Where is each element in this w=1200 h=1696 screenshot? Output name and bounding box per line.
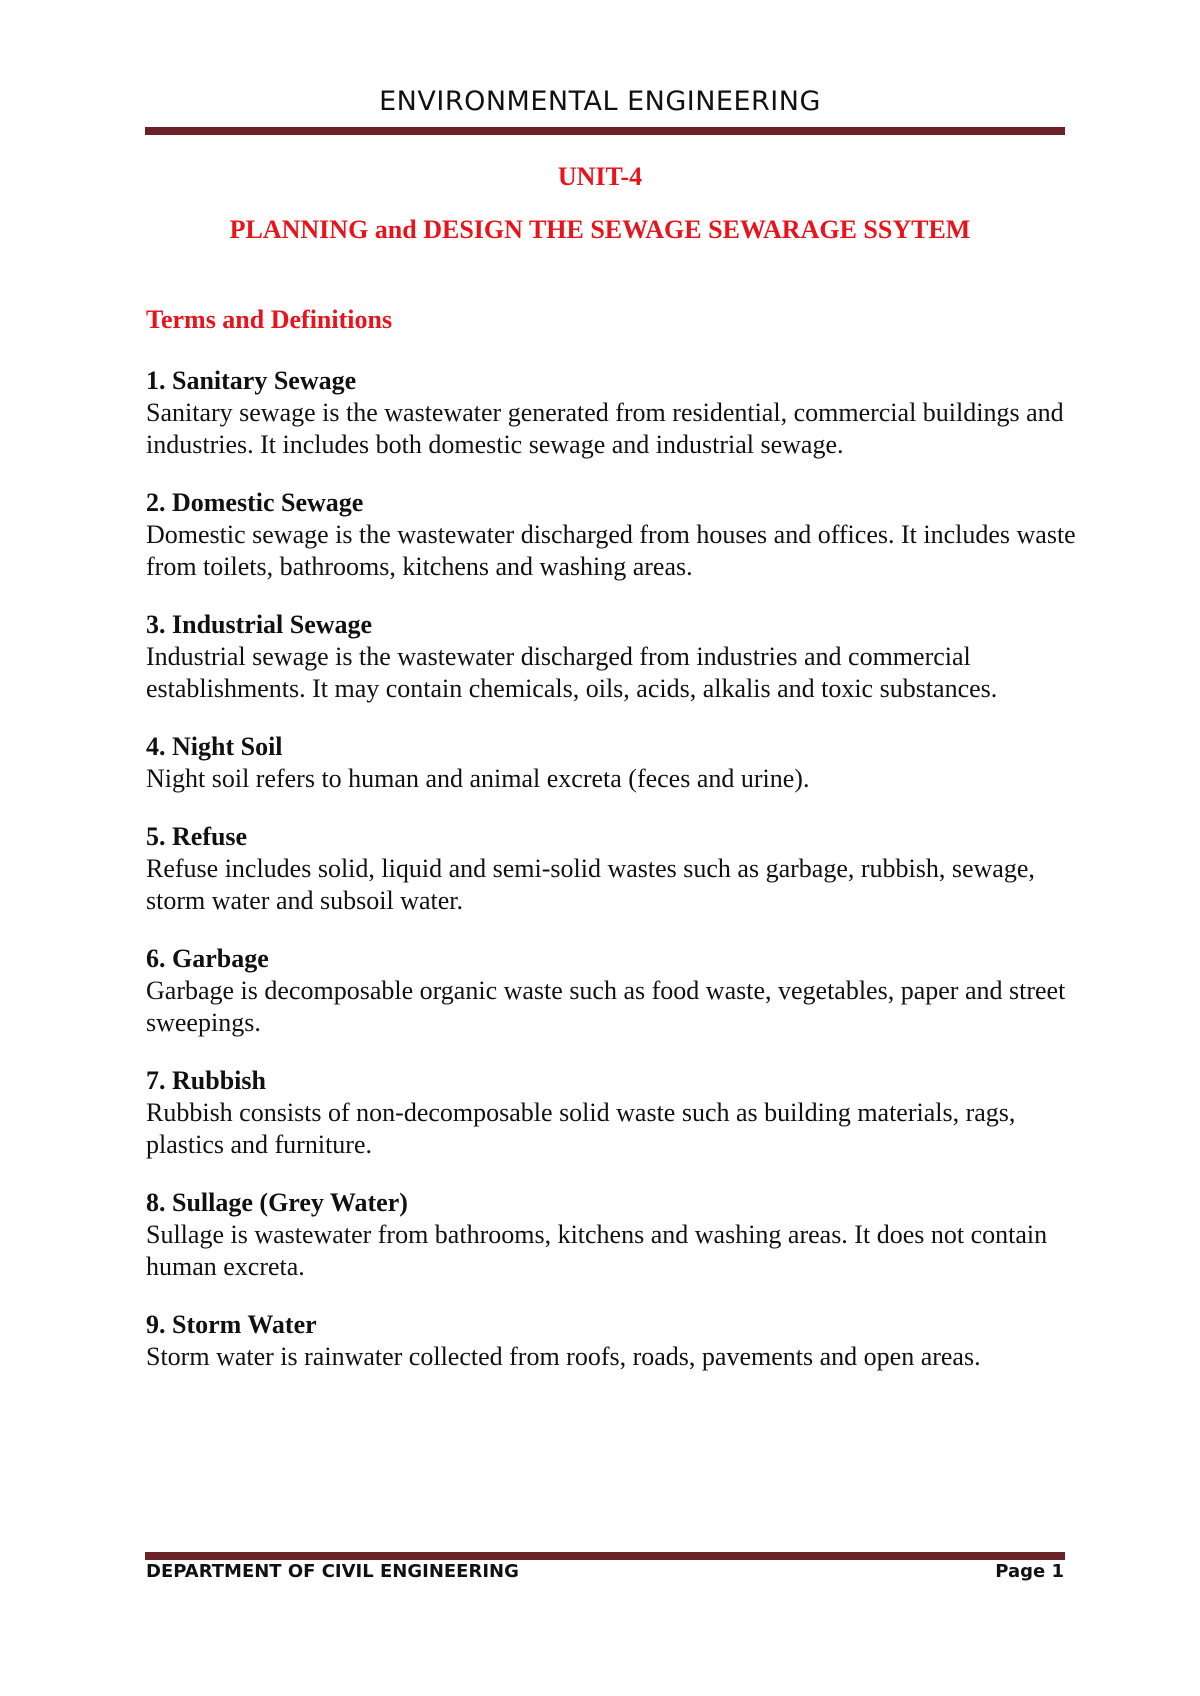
term-item (146, 943, 1076, 1039)
term-item (146, 1065, 1076, 1161)
term-title: 9. Storm Water (146, 1310, 317, 1339)
term-definition: Night soil refers to human and animal excreta (feces and urine). (146, 764, 810, 793)
running-header-title: ENVIRONMENTAL ENGINEERING (379, 86, 821, 117)
term-item (146, 609, 1076, 705)
terms-list (146, 365, 1076, 1399)
unit-label: UNIT-4 (557, 162, 643, 191)
term-definition: Refuse includes solid, liquid and semi-solid wastes such as garbage, rubbish, sewage, storm water and subsoil water. (146, 854, 1035, 915)
page-title: PLANNING and DESIGN THE SEWAGE SEWARAGE SSYTEM (229, 215, 971, 244)
term-title: 2. Domestic Sewage (146, 488, 364, 517)
term-item (146, 365, 1076, 461)
header-divider (145, 127, 1065, 135)
section-heading: Terms and Definitions (146, 305, 393, 334)
term-item (146, 487, 1076, 583)
term-title: 1. Sanitary Sewage (146, 366, 357, 395)
term-title: 3. Industrial Sewage (146, 610, 373, 639)
term-title: 5. Refuse (146, 822, 248, 851)
term-title: 4. Night Soil (146, 732, 283, 761)
term-definition: Garbage is decomposable organic waste such as food waste, vegetables, paper and street sweepings. (146, 976, 1066, 1037)
term-definition: Sullage is wastewater from bathrooms, kitchens and washing areas. It does not contain human excreta. (146, 1220, 1048, 1281)
term-title: 7. Rubbish (146, 1066, 266, 1095)
term-title: 6. Garbage (146, 944, 269, 973)
term-title: 8. Sullage (Grey Water) (146, 1188, 408, 1217)
page-number: Page 1 (995, 1561, 1064, 1582)
term-definition: Domestic sewage is the wastewater discharged from houses and offices. It includes waste from toilets, bathrooms, kitchens and washing areas. (146, 520, 1076, 581)
term-item (146, 1187, 1076, 1283)
footer-divider (145, 1552, 1065, 1560)
footer-department: DEPARTMENT OF CIVIL ENGINEERING (146, 1561, 519, 1582)
term-definition: Sanitary sewage is the wastewater generated from residential, commercial buildings and industries. It includes both domestic sewage and industrial sewage. (146, 398, 1064, 459)
term-definition: Industrial sewage is the wastewater discharged from industries and commercial establishments. It may contain chemicals, oils, acids, alkalis and toxic substances. (146, 642, 998, 703)
term-item (146, 1309, 1076, 1373)
term-item (146, 731, 1076, 795)
term-definition: Storm water is rainwater collected from roofs, roads, pavements and open areas. (146, 1342, 981, 1371)
term-item (146, 821, 1076, 917)
term-definition: Rubbish consists of non-decomposable solid waste such as building materials, rags, plastics and furniture. (146, 1098, 1016, 1159)
